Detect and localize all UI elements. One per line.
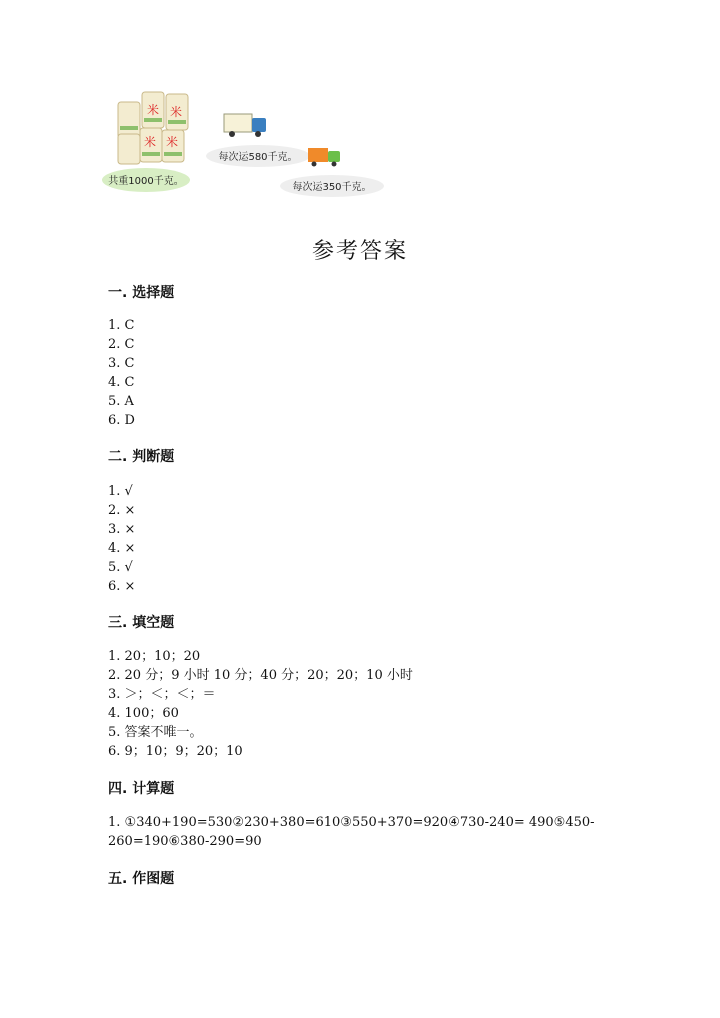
svg-text:米: 米	[144, 135, 157, 149]
answer-line: 3. ＞；＜；＜；＝	[108, 687, 216, 702]
answer-line: 1. 20；10；20	[108, 649, 201, 664]
svg-text:米: 米	[170, 105, 183, 119]
answer-line: 260=190⑥380-290=90	[108, 834, 262, 849]
page-title: 参考答案	[311, 239, 408, 264]
section-heading-fill-blank: 三. 填空题	[108, 615, 175, 631]
answer-line: 1. ①340+190=530②230+380=610③550+370=920④730-240= 490⑤450-	[108, 815, 595, 830]
answer-line: 6. ×	[108, 579, 136, 594]
small-truck-label: 每次运350千克。	[292, 182, 372, 193]
section-heading-calculation: 四. 计算题	[108, 781, 175, 797]
small-truck-icon	[308, 148, 340, 167]
section-heading-drawing: 五. 作图题	[108, 871, 175, 887]
answer-line: 6. D	[108, 413, 135, 428]
svg-text:米: 米	[166, 135, 179, 149]
answer-line: 5. √	[108, 560, 133, 575]
section-heading-choice: 一. 选择题	[108, 285, 175, 301]
answer-line: 4. 100；60	[108, 706, 179, 721]
answer-line: 2. 20 分；9 小时 10 分；40 分；20；20；10 小时	[108, 668, 413, 683]
answer-line: 2. C	[108, 337, 135, 352]
svg-text:米: 米	[147, 103, 160, 117]
word-problem-illustration	[100, 80, 400, 210]
answer-line: 4. C	[108, 375, 135, 390]
big-truck-icon	[224, 114, 266, 137]
answer-line: 5. A	[108, 394, 134, 409]
answer-line: 3. ×	[108, 522, 136, 537]
total-weight-label: 共重1000千克。	[108, 176, 184, 187]
section-heading-judgement: 二. 判断题	[108, 449, 175, 465]
answer-line: 3. C	[108, 356, 135, 371]
answer-line: 6. 9；10；9；20；10	[108, 744, 243, 759]
rice-bags-icon	[118, 92, 188, 164]
big-truck-label: 每次运580千克。	[218, 152, 298, 163]
answer-line: 5. 答案不唯一。	[108, 725, 203, 740]
answer-line: 4. ×	[108, 541, 136, 556]
answer-line: 1. C	[108, 318, 135, 333]
answer-line: 2. ×	[108, 503, 136, 518]
answer-line: 1. √	[108, 484, 133, 499]
